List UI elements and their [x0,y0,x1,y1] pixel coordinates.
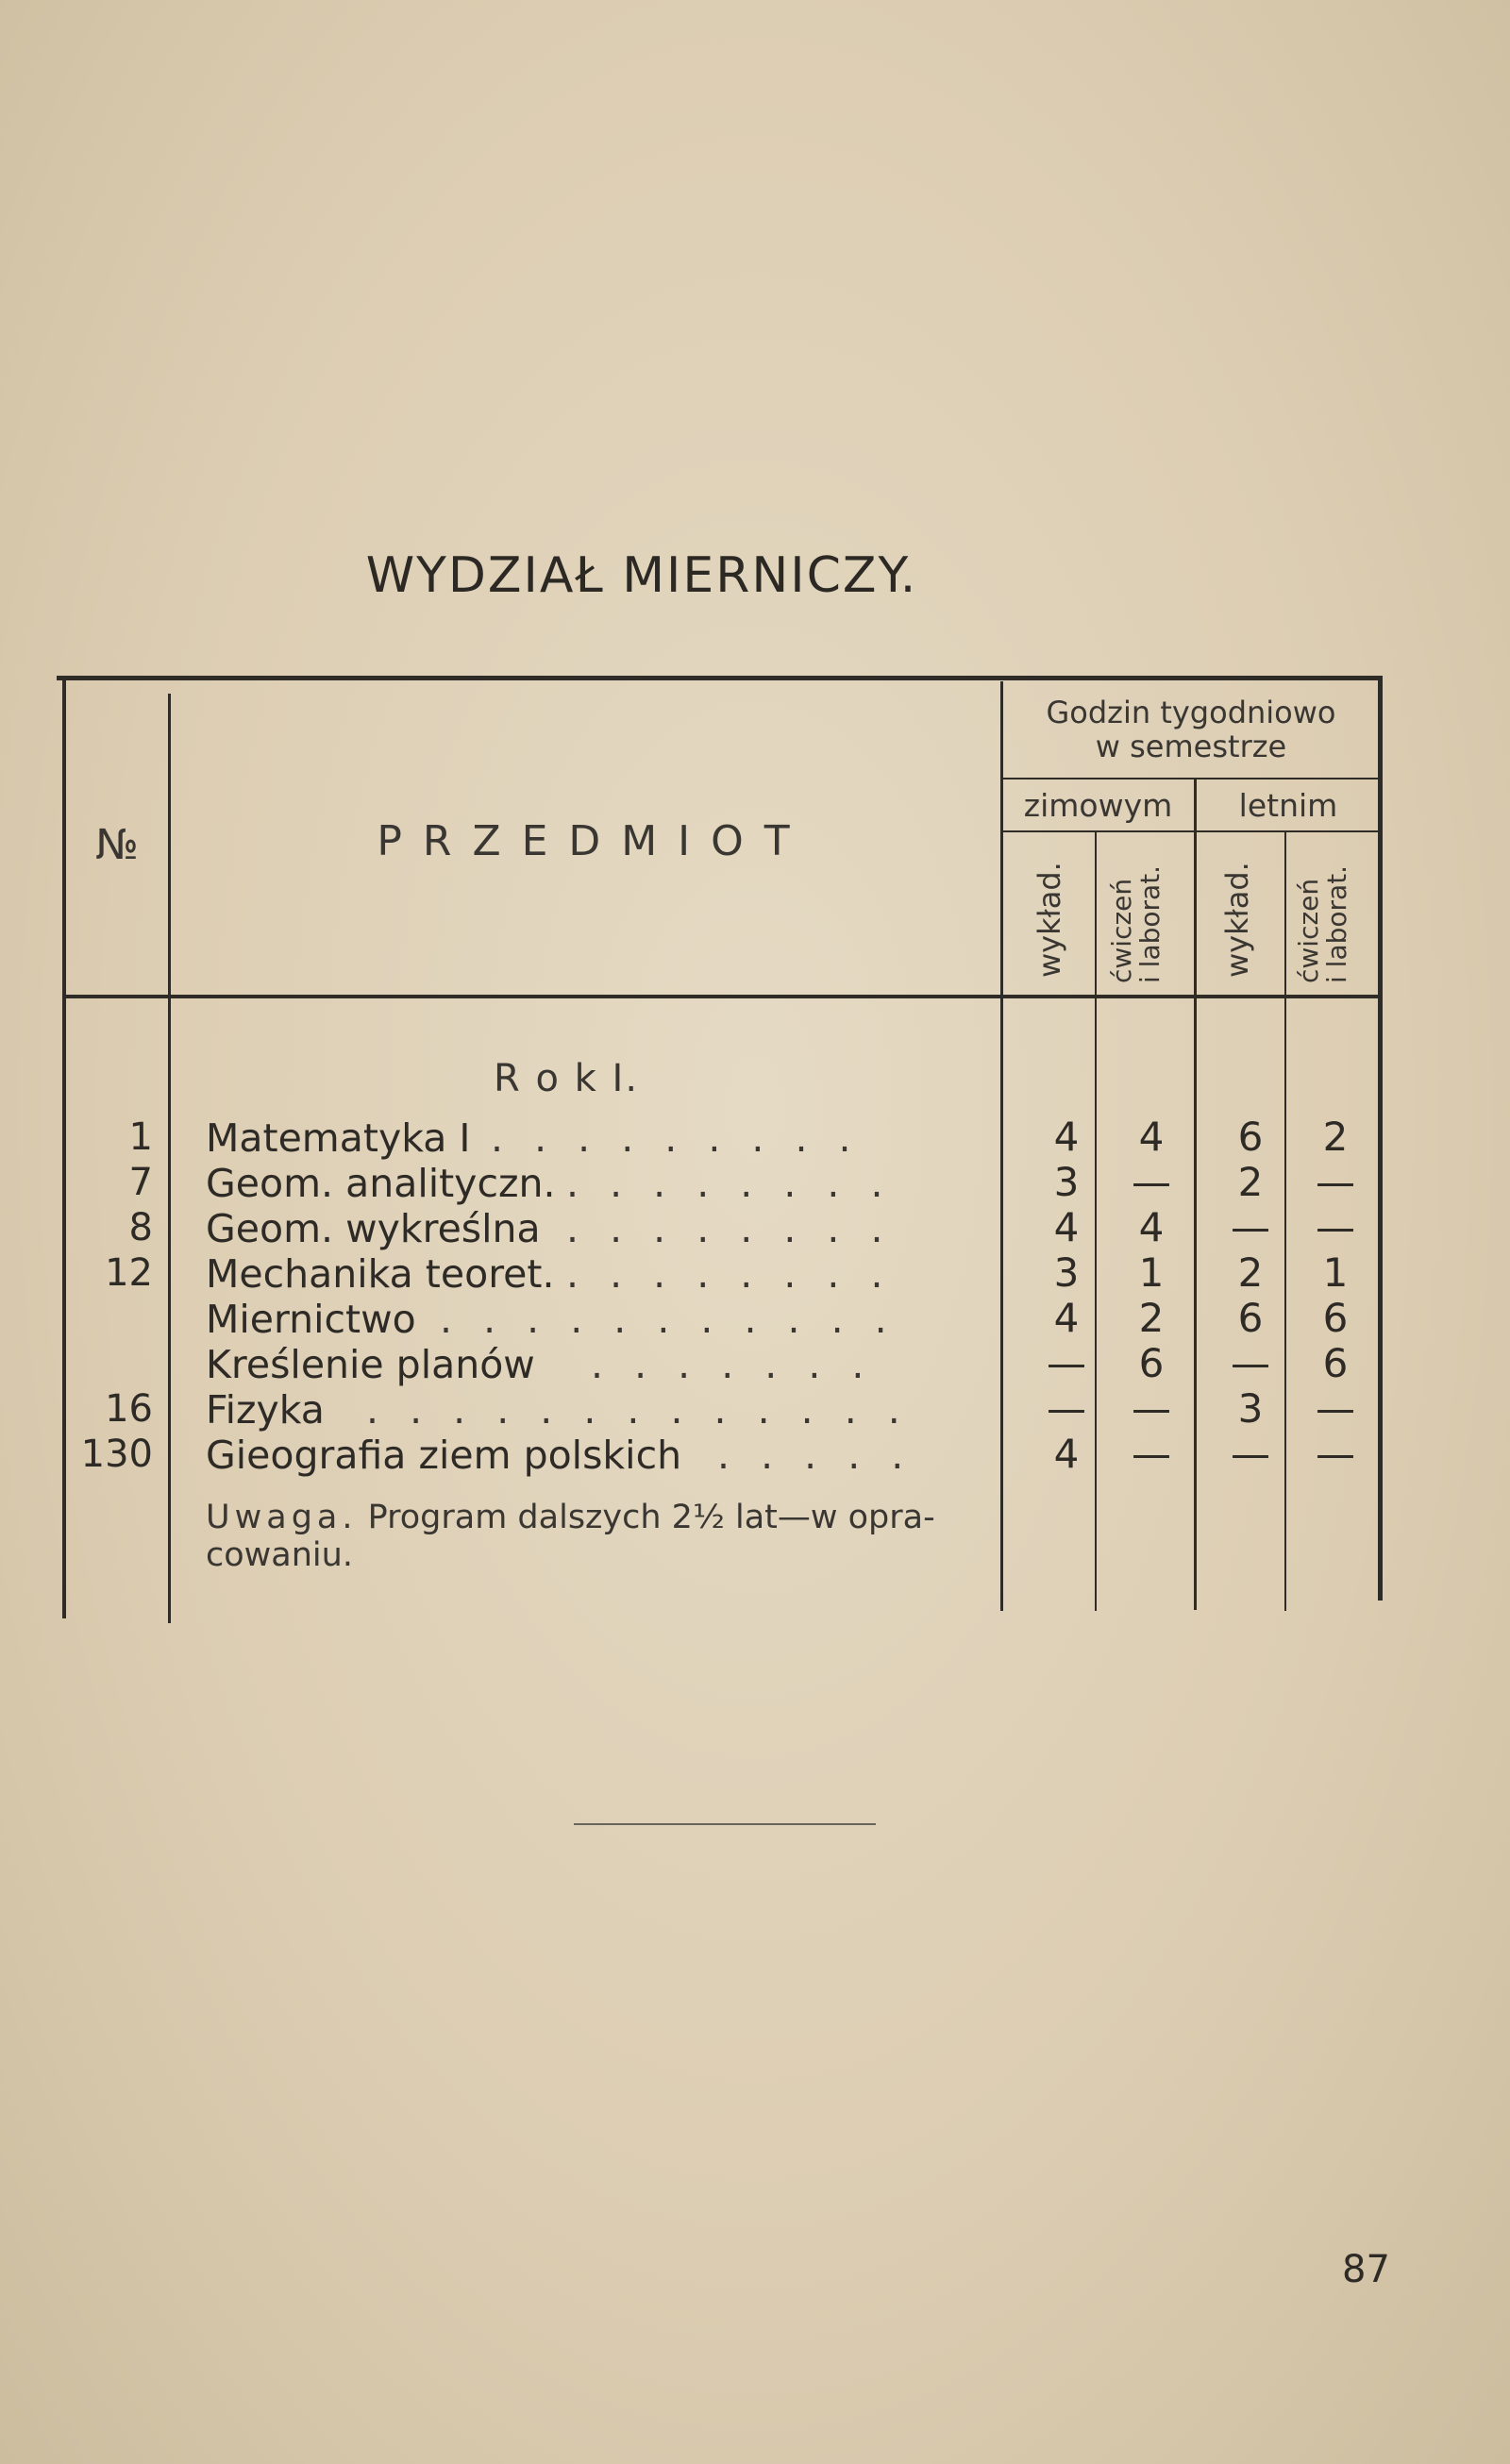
hours-header-rule [1002,778,1380,779]
subject-header: P R Z E D M I O T [377,817,794,865]
row-number: 130 [80,1433,153,1476]
note-text-line1: Program dalszych 2½ lat—w opra- [367,1499,935,1536]
table-header-rule [64,995,1382,998]
semester-header-rule [1002,830,1380,832]
table-note [206,1499,989,1574]
summer-semester-header: letnim [1238,787,1338,824]
summer-exercise-hours: — [1316,1385,1355,1432]
winter-exercise-hours: 4 [1138,1114,1165,1160]
leader-dots: . . . . . . . . . [491,1115,861,1161]
winter-semester-header: zimowym [1023,787,1173,824]
leader-dots: . . . . . . . [591,1342,874,1387]
hours-header-line2: w semestrze [1095,729,1287,764]
page-number: 87 [1342,2248,1390,2291]
winter-lecture-hours: 4 [1053,1114,1080,1160]
row-number: 8 [128,1206,153,1249]
summer-exercise-hours: — [1316,1431,1355,1477]
summer-exercise-hours: 1 [1322,1249,1349,1296]
hours-header-line1: Godzin tygodniowo [1046,695,1336,730]
row-subject: Mechanika teoret. [206,1251,555,1297]
row-number: 12 [105,1251,153,1295]
page-title: WYDZIAŁ MIERNICZY. [365,547,918,604]
row-subject: Geom. analityczn. [206,1161,556,1206]
leader-dots: . . . . . . . . . . . . . [366,1387,910,1433]
table-top-rule [57,676,1382,680]
row-number: 7 [128,1161,153,1204]
summer-lecture-hours: 2 [1237,1249,1264,1296]
note-label: Uwaga. [206,1499,358,1536]
row-number: 1 [128,1115,153,1159]
leader-dots: . . . . . . . . [566,1206,893,1251]
row-subject: Matematyka I [206,1115,471,1161]
summer-exercise-hours: 6 [1322,1295,1349,1341]
winter-lecture-hours: — [1047,1340,1086,1386]
row-subject: Miernictwo [206,1297,416,1342]
winter-exercise-hours: — [1132,1431,1171,1477]
leader-dots: . . . . . . . . . . . [440,1297,897,1342]
summer-exercise-hours: — [1316,1204,1355,1250]
summer-exercise-hours: 6 [1322,1340,1349,1386]
summer-lecture-hours: 3 [1237,1385,1264,1432]
summer-exercise-hours: 2 [1322,1114,1349,1160]
winter-lecture-hours: — [1047,1385,1086,1432]
winter-lecture-hours: 3 [1053,1249,1080,1296]
summer-lecture-hours: 6 [1237,1295,1264,1341]
summer-lecture-hours: — [1231,1431,1270,1477]
winter-exercise-hours: 4 [1138,1204,1165,1250]
winter-exercise-hours: 1 [1138,1249,1165,1296]
winter-exercise-hours: 6 [1138,1340,1165,1386]
semester-divider [1194,779,1197,1610]
winter-lecture-hours: 4 [1053,1204,1080,1250]
row-subject: Geom. wykreślna [206,1206,541,1251]
winter-lecture-hours: 4 [1053,1431,1080,1477]
row-number: 16 [105,1387,153,1431]
winter-exercise-hours: — [1132,1385,1171,1432]
summer-exercises-header: ćwiczeń i laborat. [1293,864,1352,983]
note-text-line2: cowaniu. [206,1536,353,1574]
row-subject: Gieografia ziem polskich [206,1433,682,1478]
separator-rule [574,1823,876,1825]
summer-lecture-hours: — [1231,1204,1270,1250]
winter-lecture-header: wykład. [1032,862,1067,978]
leader-dots: . . . . . [717,1433,914,1478]
summer-lecture-hours: 6 [1237,1114,1264,1160]
row-subject: Kreślenie planów [206,1342,535,1387]
row-subject: Fizyka [206,1387,325,1433]
winter-exercise-hours: — [1132,1159,1171,1205]
winter-exercise-hours: 2 [1138,1295,1165,1341]
leader-dots: . . . . . . . . [566,1161,893,1206]
summer-lecture-hours: — [1231,1340,1270,1386]
summer-lecture-hours: 2 [1237,1159,1264,1205]
leader-dots: . . . . . . . . [566,1251,893,1297]
no-header: № [95,821,139,869]
winter-exercises-header: ćwiczeń i laborat. [1106,864,1166,983]
no-column-divider [168,694,171,1623]
summer-exercise-hours: — [1316,1159,1355,1205]
year-label: R o k I. [493,1057,640,1100]
winter-lecture-hours: 3 [1053,1159,1080,1205]
winter-lecture-hours: 4 [1053,1295,1080,1341]
summer-lecture-header: wykład. [1219,862,1255,978]
